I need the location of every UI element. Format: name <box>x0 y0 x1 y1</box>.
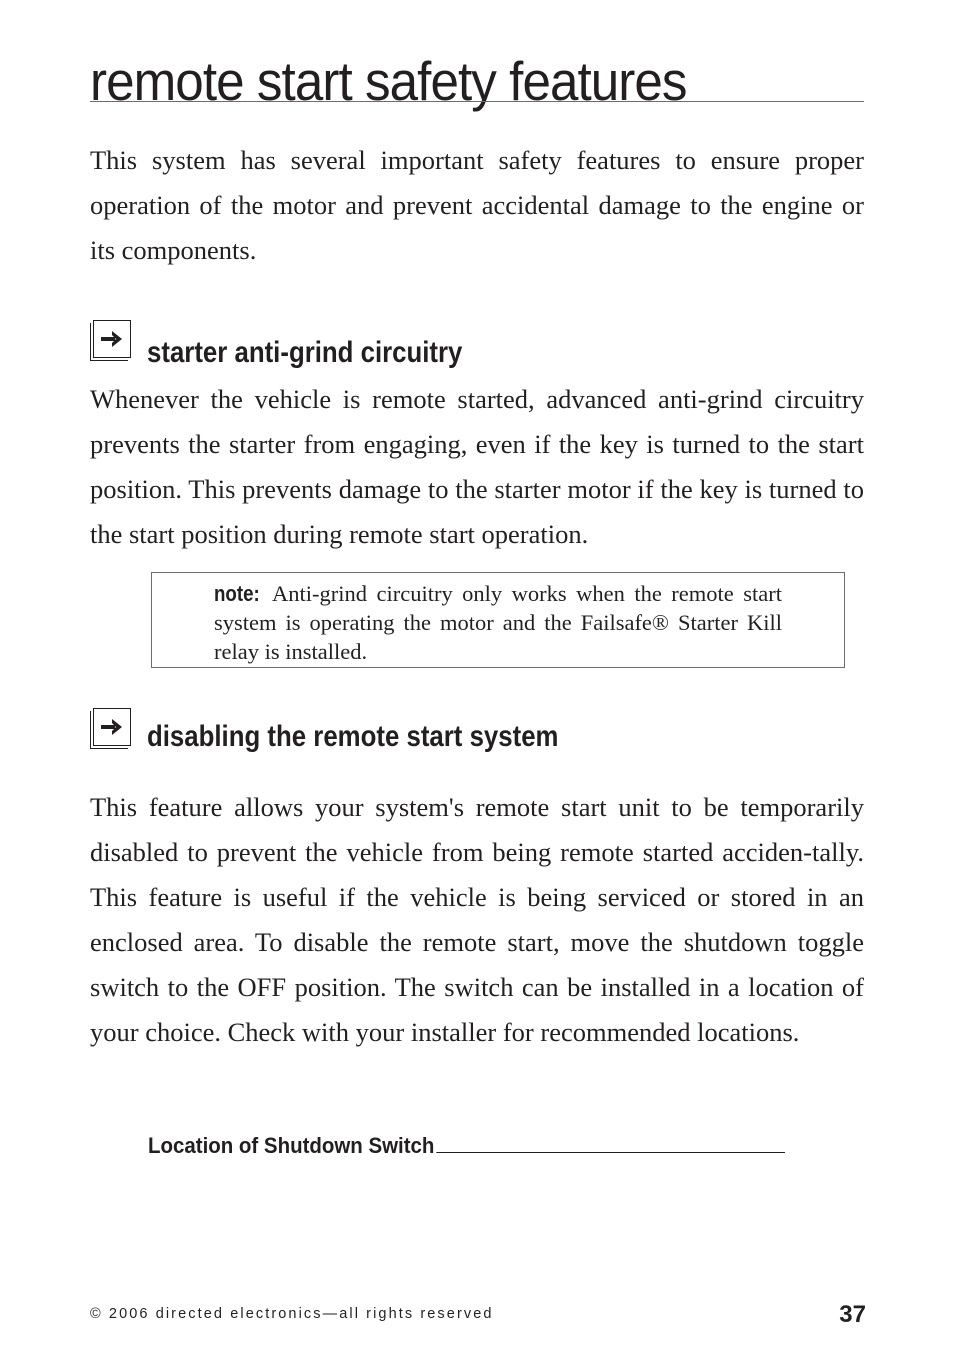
title-rule <box>90 101 864 102</box>
location-blank-line <box>436 1152 785 1153</box>
right-arrow-icon <box>93 708 131 746</box>
location-label: Location of Shutdown Switch <box>148 1133 435 1158</box>
intro-paragraph: This system has several important safety features to ensure proper operation of the motor and prevent accidental damage to the engine or its components. <box>90 145 864 265</box>
page-number: 37 <box>839 1301 866 1328</box>
note-box <box>151 572 845 668</box>
section-heading-disabling: disabling the remote start system <box>147 720 559 753</box>
note-label: note: <box>214 581 260 606</box>
note-text <box>214 579 782 666</box>
page-title: remote start safety features <box>90 50 687 112</box>
right-arrow-icon <box>93 320 131 358</box>
disabling-paragraph: This feature allows your system's remote start unit to be temporarily disabled to prevent the vehicle from being remote started acciden-tally. This feature is useful if the vehicle is being serviced or stored in an enclosed area. To disable the remote start, move the shutdown toggle switch to the OFF position. The switch can be installed in a location of your choice. Check with your installer for recommended locations. <box>90 792 864 1047</box>
section-heading-anti-grind: starter anti-grind circuitry <box>147 336 463 369</box>
shutdown-switch-location-field <box>148 1131 785 1161</box>
note-body: Anti-grind circuitry only works when the remote start system is operating the motor and the Failsafe® Starter Kill relay is installed. <box>214 581 782 664</box>
footer-copyright: © 2006 directed electronics—all rights reserved <box>90 1306 494 1322</box>
anti-grind-paragraph: Whenever the vehicle is remote started, advanced anti-grind circuitry prevents the starter from engaging, even if the key is turned to the start position. This prevents damage to the starter motor if the key is turned to the start position during remote start operation. <box>90 384 864 549</box>
